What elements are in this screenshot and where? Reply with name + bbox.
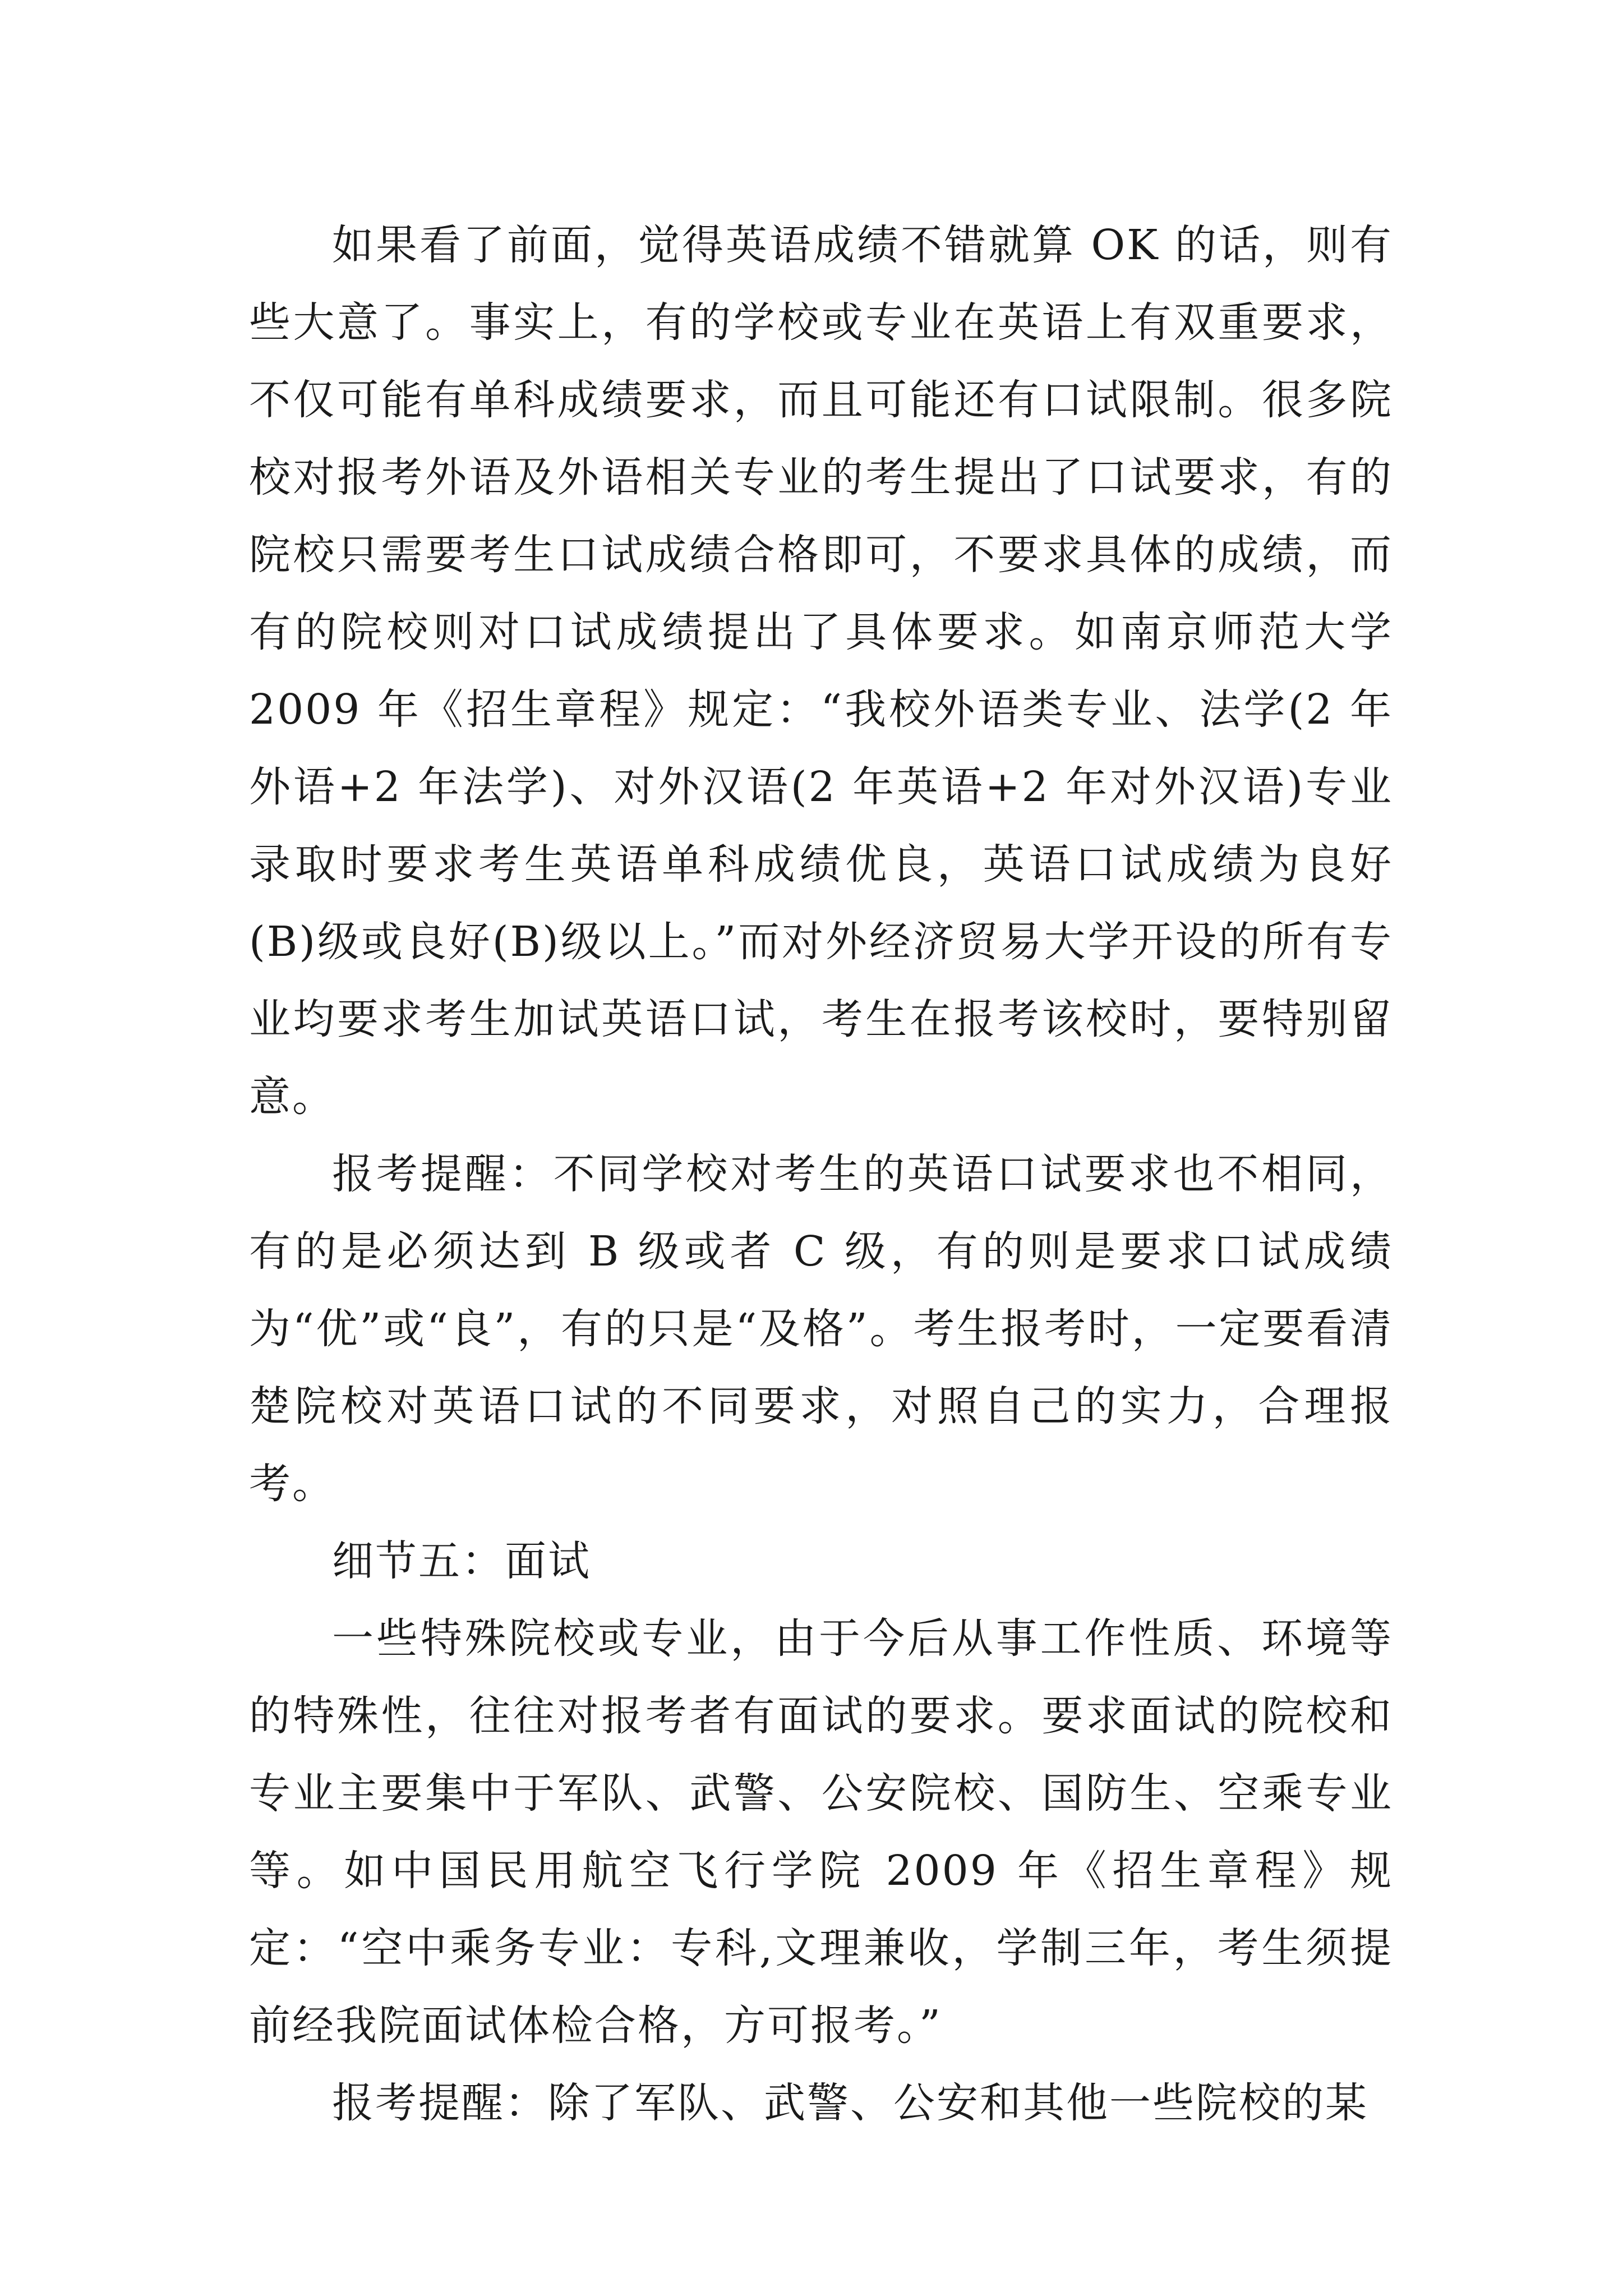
paragraph-interview-reminder: 报考提醒：除了军队、武警、公安和其他一些院校的某 [332, 2079, 1368, 2127]
section-heading-interview: 细节五：面试 [332, 1537, 591, 1585]
body-text [249, 206, 1393, 2142]
paragraph-english-requirements: 如果看了前面，觉得英语成绩不错就算 OK 的话，则有些大意了。事实上，有的学校或专业在英语上有双重要求，不仅可能有单科成绩要求，而且可能还有口试限制。很多院校对报考外语及外语相关专业的考生提出了口试要求，有的院校只需要考生口试成绩合格即可，不要求具体的成绩，而有的院校则对口试成绩提出了具体要求。如南京师范大学 2009 年《招生章程》规定：“我校外语类专业、法学(2 年外语+2 年法学)、对外汉语(2 年英语+2 年对外汉语)专业录取时要求考生英语单科成绩优良，英语口试成绩为良好(B)级或良好(B)级以上。”而对外经济贸易大学开设的所有专业均要求考生加试英语口试，考生在报考该校时，要特别留意。 [249, 221, 1393, 1121]
paragraph-interview-requirements: 一些特殊院校或专业，由于今后从事工作性质、环境等的特殊性，往往对报考者有面试的要求。要求面试的院校和专业主要集中于军队、武警、公安院校、国防生、空乘专业等。如中国民用航空飞行学院 2009 年《招生章程》规定：“空中乘务专业：专科,文理兼收，学制三年，考生须提前经我院面试体检合格，方可报考。” [249, 1614, 1393, 2050]
paragraph-oral-test-reminder: 报考提醒：不同学校对考生的英语口试要求也不相同，有的是必须达到 B 级或者 C 级，有的则是要求口试成绩为“优”或“良”，有的只是“及格”。考生报考时，一定要看清楚院校对英语口试的不同要求，对照自己的实力，合理报考。 [249, 1150, 1393, 1508]
